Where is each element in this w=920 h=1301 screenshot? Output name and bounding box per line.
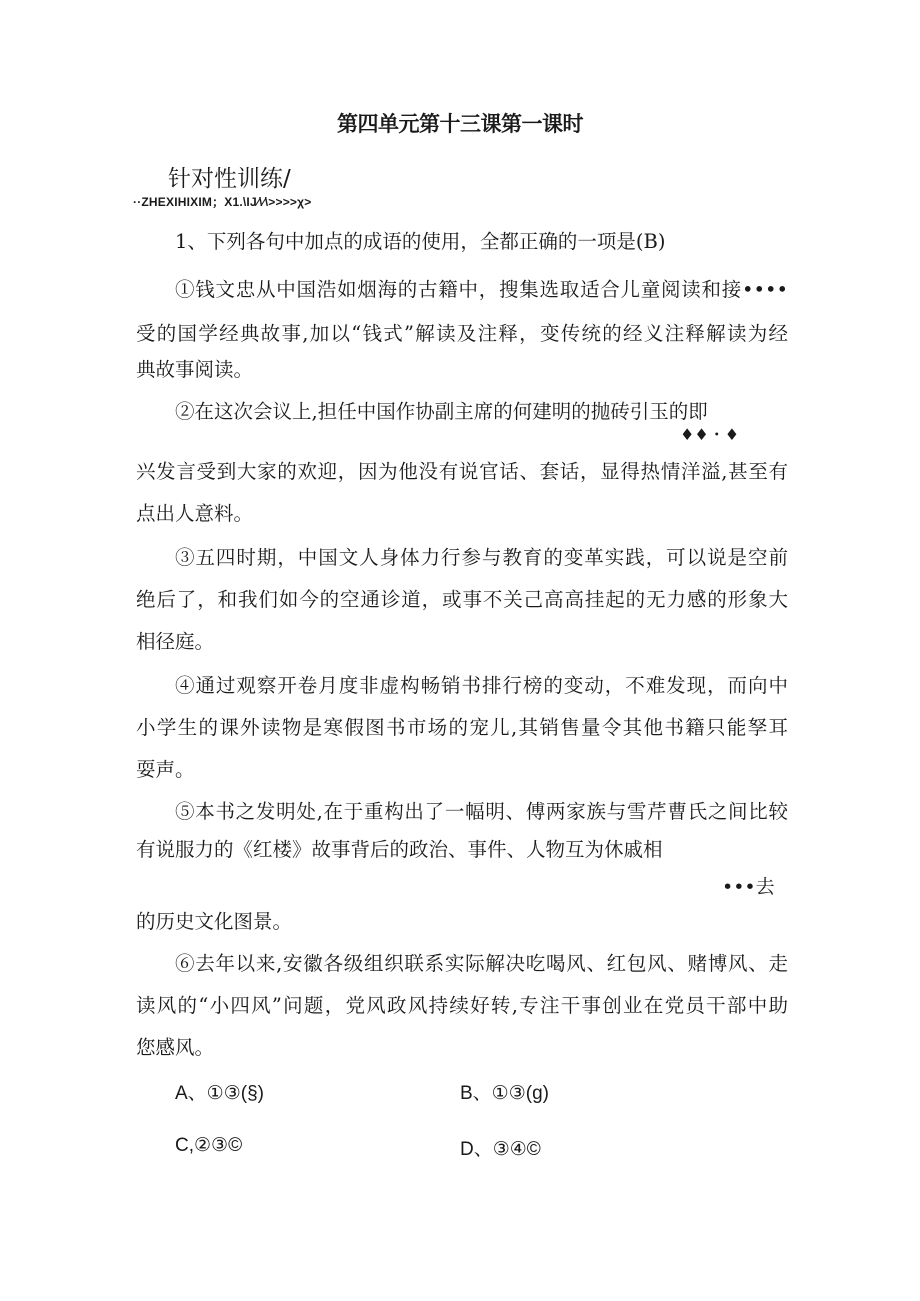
section-pinyin: ··ZHEXIHIXIM；X1.\IJ∕\∕\>>>>χ> [133, 195, 312, 209]
section-heading: 针对性训练/ [168, 166, 291, 192]
item-5-line-2: 有说服力的《红楼》故事背后的政治、事件、人物互为休戚相 [136, 838, 663, 861]
item-4-line-1: ④通过观察开卷月度非虚构畅销书排行榜的变动，不难发现，而向中 [175, 674, 788, 697]
item-5-line-1: ⑤本书之发明处,在于重构出了一幅明、傅两家族与雪芹曹氏之间比较 [175, 800, 788, 823]
option-c: C,②③© [175, 1135, 243, 1156]
item-5-line-3: 的历史文化图景。 [136, 910, 293, 933]
item-6-line-1: ⑥去年以来,安徽各级组织联系实际解决吃喝风、红包风、赌博风、走 [175, 952, 788, 975]
item-2-line-2: 兴发言受到大家的欢迎，因为他没有说官话、套话，显得热情洋溢,甚至有 [136, 460, 788, 483]
option-a: A、①③(§) [175, 1083, 264, 1104]
item-4-line-3: 耍声。 [136, 758, 195, 781]
item-3-line-1: ③五四时期，中国文人身体力行参与教育的变革实践，可以说是空前 [175, 546, 788, 569]
item-2-line-1: ②在这次会议上,担任中国作协副主席的何建明的抛砖引玉的即 [175, 400, 708, 423]
page-title: 第四单元第十三课第一课时 [337, 112, 583, 136]
item-6-line-3: 您感风。 [136, 1036, 215, 1059]
option-b: B、①③(g) [460, 1083, 549, 1104]
item-6-line-2: 读风的“小四风”问题，党风政风持续好转,专注干事创业在党员干部中助 [136, 994, 788, 1017]
option-d: D、③④© [460, 1139, 541, 1160]
item-2-line-3: 点出人意料。 [136, 502, 254, 525]
item-3-line-2: 绝后了，和我们如今的空通诊道，或事不关己高高挂起的无力感的形象大 [136, 588, 788, 611]
question-stem: 1、下列各句中加点的成语的使用，全都正确的一项是(B) [175, 230, 666, 253]
item-4-line-2: 小学生的课外读物是寒假图书市场的宠儿,其销售量令其他书籍只能孥耳 [136, 716, 788, 739]
item-1-line-3: 典故事阅读。 [136, 358, 254, 381]
item-1-line-2: 受的国学经典故事,加以“钱式”解读及注释，变传统的经义注释解读为经 [136, 322, 788, 345]
item-3-line-3: 相径庭。 [136, 630, 215, 653]
item-1-line-1: ①钱文忠从中国浩如烟海的古籍中，搜集选取适合儿童阅读和接•••• [175, 278, 788, 301]
item-2-emphasis-dots: ♦♦・♦ [680, 425, 740, 444]
item-5-emphasis-dots: •••去 [722, 876, 775, 898]
